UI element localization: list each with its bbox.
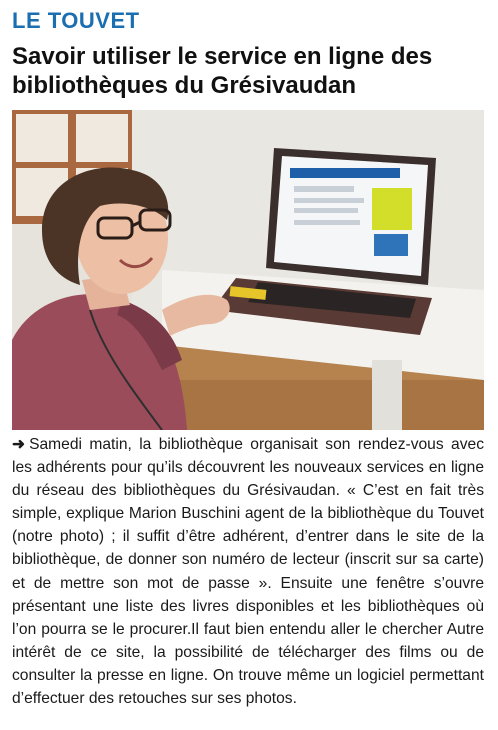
article-body (12, 433, 484, 710)
article-text: Samedi matin, la bibliothèque organisait son rendez-vous avec les adhérents pour qu’ils découvrent les nouveaux services en ligne du réseau des bibliothèques du Grésivaudan. « C’est en fait très simple, explique Marion Buschini agent de la bibliothèque du Touvet (notre photo) ; il suffit d’être adhérent, d’entrer dans le site de la bibliothèque, de donner son numéro de lecteur (inscrit sur sa carte) et de mettre son mot de passe ». Ensuite une fenêtre s’ouvre présentant une liste des livres disponibles et les bibliothèques où l’on pourra se le procurer.Il faut bien entendu aller le chercher Autre intérêt de ce site, la possibilité de télécharger des films ou de consulter la presse en ligne. On trouve même un logiciel permettant d’effectuer des retouches sur ses photos. (12, 436, 484, 708)
arrow-right-icon: ➜ (12, 436, 26, 453)
article-photo (12, 110, 484, 430)
kicker: LE TOUVET (12, 8, 140, 33)
headline: Savoir utiliser le service en ligne des bibliothèques du Grésivaudan (12, 43, 433, 99)
